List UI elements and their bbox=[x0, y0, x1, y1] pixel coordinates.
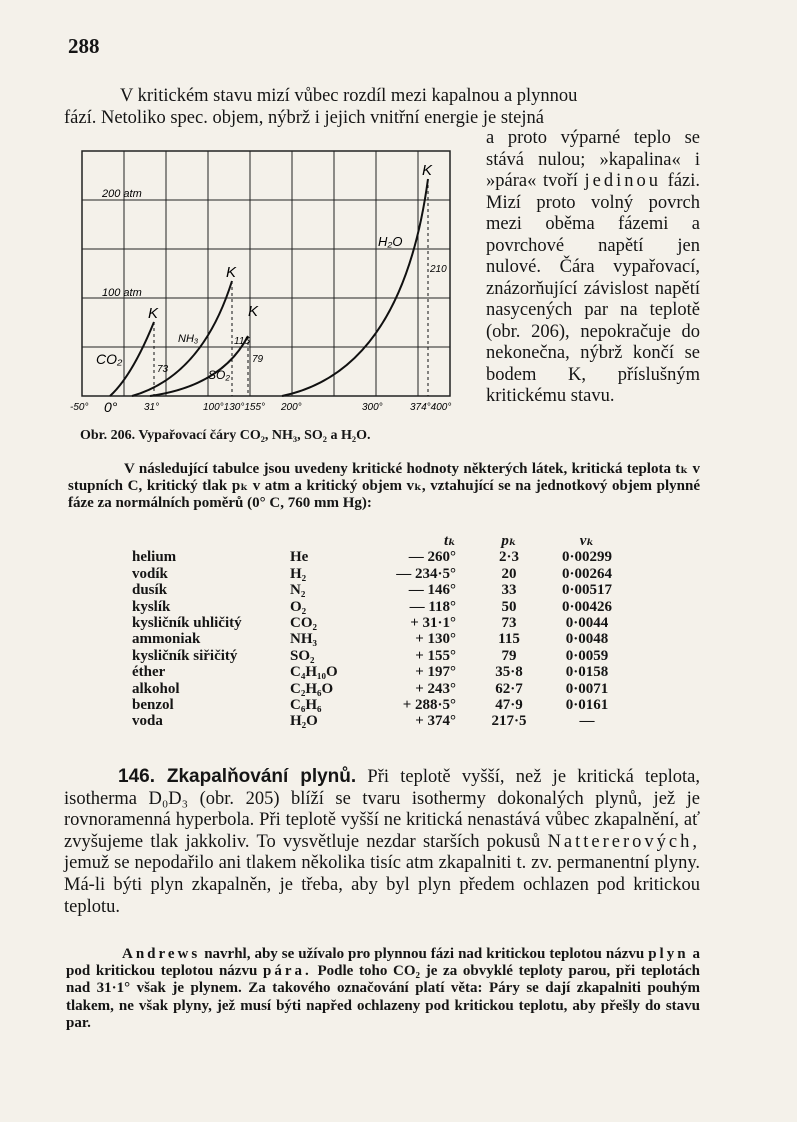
cell-name: benzol bbox=[132, 697, 174, 714]
page-number: 288 bbox=[68, 34, 100, 58]
cell-vk: — bbox=[579, 713, 595, 730]
cell-pk: 47·9 bbox=[495, 697, 523, 714]
vaporization-figure bbox=[72, 146, 462, 426]
cell-vk: 0·0071 bbox=[565, 680, 609, 697]
cell-name: éther bbox=[132, 664, 166, 681]
x-axis-ticks bbox=[70, 399, 451, 415]
cell-tk: + 31·1° bbox=[410, 615, 456, 632]
label-co2: CO₂ bbox=[96, 351, 123, 367]
table-row bbox=[132, 713, 626, 729]
label-79: 79 bbox=[252, 354, 264, 365]
tick-100-130-155: 100°130°155° bbox=[203, 402, 266, 413]
cell-name: voda bbox=[132, 713, 163, 730]
cell-name: kysličník uhličitý bbox=[132, 615, 242, 632]
section-heading: 146. Zkapalňování plynů. bbox=[118, 766, 357, 787]
cell-name: helium bbox=[132, 549, 177, 566]
table-row bbox=[132, 681, 626, 697]
cell-symbol: C₂H₆O bbox=[290, 680, 334, 697]
note-text-b: a pod kritickou teplotou názvu bbox=[66, 946, 701, 980]
cell-pk: 20 bbox=[501, 565, 517, 582]
header-symbol bbox=[290, 533, 360, 549]
cell-tk: + 155° bbox=[415, 647, 456, 664]
tick-200: 200° bbox=[281, 402, 302, 413]
cell-name: alkohol bbox=[132, 680, 180, 697]
intro-line-2: fází. Netoliko spec. objem, nýbrž i jejich vnitřní energie je stejná bbox=[64, 107, 544, 128]
cell-symbol: C₄H₁₀O bbox=[290, 664, 338, 681]
cell-vk: 0·0044 bbox=[565, 615, 609, 632]
cell-tk: + 197° bbox=[415, 664, 456, 681]
table-row bbox=[132, 599, 626, 615]
header-name bbox=[132, 533, 290, 549]
tick-374-400: 374°400° bbox=[410, 402, 452, 413]
table-row bbox=[132, 549, 626, 565]
label-k-so2: K bbox=[248, 303, 259, 320]
note-word-plyn: plyn bbox=[648, 946, 689, 962]
note-author: Andrews bbox=[122, 946, 201, 962]
cell-vk: 0·00299 bbox=[561, 549, 612, 566]
cell-tk: — 260° bbox=[408, 549, 456, 566]
cell-symbol: CO₂ bbox=[290, 615, 317, 632]
cell-symbol: NH₃ bbox=[290, 631, 317, 648]
cell-symbol: SO₂ bbox=[290, 647, 315, 664]
cell-pk: 33 bbox=[501, 582, 517, 599]
section-146 bbox=[64, 766, 700, 918]
side-text-a: a proto výparné teplo se stává nulou; »kapalina« i »pára« tvoří bbox=[486, 128, 700, 191]
header-tk: tₖ bbox=[443, 533, 456, 549]
section-text-b: jemuž se nepodařilo ani tlakem několika tisíc atm zkapalniti t. zv. permanentní plyny. Má-li býti plyn zkapalněn, je třeba, aby byl plyn předem ochlazen pod kritickou teplotu. bbox=[64, 853, 700, 917]
intro-paragraph bbox=[64, 86, 700, 129]
cell-symbol: C₆H₆ bbox=[290, 697, 322, 714]
cell-vk: 0·00264 bbox=[561, 565, 612, 582]
cell-tk: — 234·5° bbox=[396, 565, 456, 582]
label-100-atm: 100 atm bbox=[102, 287, 142, 299]
tick-300: 300° bbox=[362, 402, 383, 413]
cell-vk: 0·0048 bbox=[565, 631, 609, 648]
table-row bbox=[132, 631, 626, 647]
curve-h2o bbox=[282, 179, 428, 396]
cell-pk: 62·7 bbox=[495, 680, 523, 697]
cell-name: kysličník siřičitý bbox=[132, 647, 238, 664]
cell-symbol: H₂O bbox=[290, 713, 318, 730]
cell-pk: 79 bbox=[501, 647, 517, 664]
intro-line-1: V kritickém stavu mizí vůbec rozdíl mezi kapalnou a plynnou bbox=[120, 86, 578, 106]
label-200-atm: 200 atm bbox=[102, 188, 142, 200]
intro-side-column bbox=[486, 128, 700, 408]
label-k-co2: K bbox=[148, 305, 159, 322]
table-intro-paragraph: V následující tabulce jsou uvedeny kritické hodnoty některých látek, kritická teplota tₖ v stupních C, kritický tlak pₖ v atm a kritický objem vₖ, vztahující se na jednotkový objem plynné fáze za normálních poměrů (0° C, 760 mm Hg): bbox=[68, 461, 700, 511]
table-row bbox=[132, 615, 626, 631]
cell-vk: 0·0158 bbox=[565, 664, 609, 681]
cell-pk: 217·5 bbox=[491, 713, 527, 730]
section-text-a: Při teplotě vyšší, než je kritická teplota, isotherma D₀D₃ (obr. 205) blíží se tvaru isothermy dokonalých plynů, jež je rovnoramenná hyperbola. Při teplotě vyšší ne kritická nenastává vůbec zkapalnění, ať zvyšujeme tlak jakkoliv. To vysvětluje nezdar starších pokusů bbox=[64, 767, 700, 852]
cell-pk: 2·3 bbox=[498, 549, 519, 566]
cell-name: kyslík bbox=[132, 598, 171, 615]
cell-symbol: H₂ bbox=[290, 565, 307, 582]
note-text-a: navrhl, aby se užívalo pro plynnou fázi nad kritickou teplotou názvu bbox=[204, 946, 645, 962]
tick-0: 0° bbox=[104, 399, 118, 415]
tick-31: 31° bbox=[144, 402, 160, 413]
tick-minus-50: -50° bbox=[70, 402, 89, 413]
label-so2: SO₂ bbox=[208, 368, 230, 382]
cell-tk: + 130° bbox=[415, 631, 456, 648]
cell-tk: + 374° bbox=[415, 713, 456, 730]
label-210: 210 bbox=[430, 264, 447, 275]
label-h2o: H₂O bbox=[378, 234, 403, 249]
critical-values-table bbox=[132, 533, 626, 730]
table-row bbox=[132, 566, 626, 582]
side-text-b: fázi. Mizí proto volný povrch mezi oběma fázemi a povrchové napětí jen nulové. Čára vypařovací, znázorňující závislost napětí nasycených par na teplotě (obr. 206), nepokračuje do nekonečna, nýbrž končí se bodem K, příslušným kritickému stavu. bbox=[486, 171, 701, 406]
cell-vk: 0·00426 bbox=[561, 598, 612, 615]
side-spaced-word: jedinou bbox=[584, 171, 662, 191]
table-header-row bbox=[132, 533, 626, 549]
cell-name: dusík bbox=[132, 582, 168, 599]
header-pk: pₖ bbox=[501, 533, 517, 549]
cell-name: ammoniak bbox=[132, 631, 201, 648]
section-spaced-name: Nattererových, bbox=[547, 831, 700, 852]
cell-tk: + 243° bbox=[415, 680, 456, 697]
note-text-c: Podle toho CO₂ je za obvyklé teploty parou, při teplotách nad 31·1° však je plynem. Za takového označování platí věta: Páry se dají zkapalniti pouhým tlakem, ne však plyny, jež musí býti napřed ochlazeny pod kritickou teplotu, aby přešly do stavu par. bbox=[66, 963, 701, 1031]
cell-symbol: N₂ bbox=[290, 582, 306, 599]
cell-tk: + 288·5° bbox=[402, 697, 456, 714]
cell-pk: 50 bbox=[501, 598, 517, 615]
cell-pk: 73 bbox=[501, 615, 517, 632]
label-k-h2o: K bbox=[422, 162, 433, 179]
cell-name: vodík bbox=[132, 565, 168, 582]
table-row bbox=[132, 648, 626, 664]
label-115: 115 bbox=[234, 336, 250, 347]
cell-symbol: He bbox=[290, 549, 309, 566]
cell-pk: 115 bbox=[498, 631, 520, 648]
cell-vk: 0·0161 bbox=[565, 697, 609, 714]
label-nh3: NH₃ bbox=[178, 333, 199, 345]
cell-tk: — 118° bbox=[409, 598, 456, 615]
cell-vk: 0·0059 bbox=[565, 647, 609, 664]
table-row bbox=[132, 664, 626, 680]
cell-tk: — 146° bbox=[408, 582, 456, 599]
cell-symbol: O₂ bbox=[290, 598, 307, 615]
figure-caption: Obr. 206. Vypařovací čáry CO₂, NH₃, SO₂ a H₂O. bbox=[80, 428, 371, 443]
table-row bbox=[132, 697, 626, 713]
label-73: 73 bbox=[157, 364, 169, 375]
note-word-para: pára. bbox=[263, 963, 312, 980]
table-row bbox=[132, 582, 626, 598]
cell-pk: 35·8 bbox=[495, 664, 523, 681]
label-k-nh3: K bbox=[226, 264, 237, 281]
cell-vk: 0·00517 bbox=[561, 582, 612, 599]
header-vk: vₖ bbox=[579, 533, 595, 549]
andrews-note bbox=[66, 946, 700, 1032]
